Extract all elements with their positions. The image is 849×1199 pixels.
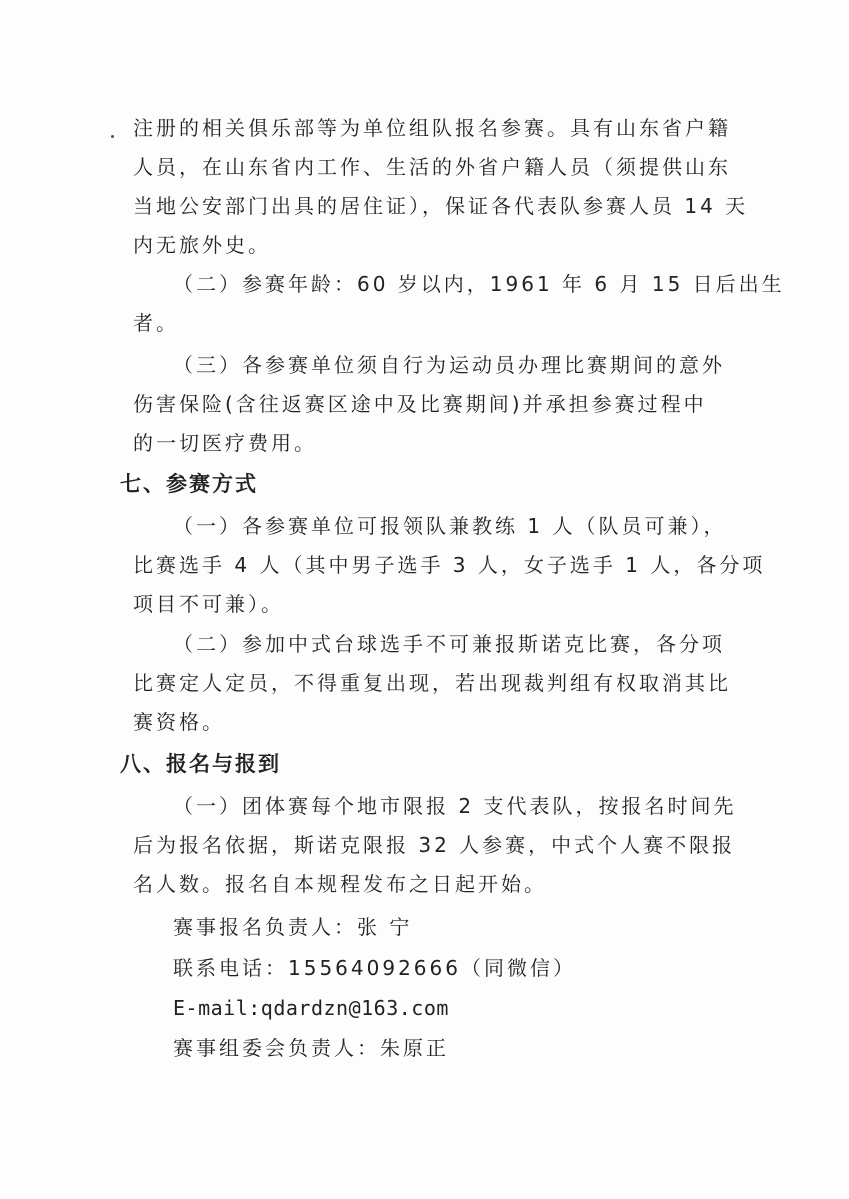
contact-email: E-mail:qdardzn@163.com <box>173 996 449 1020</box>
body-text-line: 内无旅外史。 <box>133 233 271 257</box>
paragraph-age-requirement: （二）参赛年龄：60 岁以内，1961 年 6 月 15 日后出生 <box>173 272 785 296</box>
paragraph-registration-limits: （一）团体赛每个地市限报 2 支代表队，按报名时间先 <box>173 794 737 818</box>
body-text-line: 赛资格。 <box>133 710 225 734</box>
scan-speck <box>111 135 114 138</box>
body-text-line: 的一切医疗费用。 <box>133 431 317 455</box>
body-text-line: 比赛选手 4 人（其中男子选手 3 人，女子选手 1 人，各分项 <box>133 553 766 577</box>
body-text-line: 伤害保险(含往返赛区途中及比赛期间)并承担参赛过程中 <box>133 392 707 416</box>
body-text-line: 后为报名依据，斯诺克限报 32 人参赛，中式个人赛不限报 <box>133 833 736 857</box>
committee-head: 赛事组委会负责人：朱原正 <box>173 1036 449 1060</box>
body-text-line: 者。 <box>133 311 179 335</box>
paragraph-entry-restriction: （二）参加中式台球选手不可兼报斯诺克比赛，各分项 <box>173 632 725 656</box>
registration-contact-person: 赛事报名负责人：张 宁 <box>173 915 413 939</box>
section-heading-participation: 七、参赛方式 <box>120 472 258 496</box>
body-text-line: 当地公安部门出具的居住证），保证各代表队参赛人员 14 天 <box>133 194 749 218</box>
body-text-line: 名人数。报名自本规程发布之日起开始。 <box>133 872 547 896</box>
body-text-line: 比赛定人定员，不得重复出现，若出现裁判组有权取消其比 <box>133 671 731 695</box>
paragraph-insurance: （三）各参赛单位须自行为运动员办理比赛期间的意外 <box>173 353 725 377</box>
contact-phone: 联系电话：15564092666（同微信） <box>173 956 576 980</box>
body-text-line: 人员，在山东省内工作、生活的外省户籍人员（须提供山东 <box>133 155 731 179</box>
body-text-line: 注册的相关俱乐部等为单位组队报名参赛。具有山东省户籍 <box>133 116 731 140</box>
body-text-line: 项目不可兼）。 <box>133 592 284 616</box>
section-heading-registration: 八、报名与报到 <box>120 752 281 776</box>
paragraph-team-composition: （一）各参赛单位可报领队兼教练 1 人（队员可兼）， <box>173 514 727 538</box>
